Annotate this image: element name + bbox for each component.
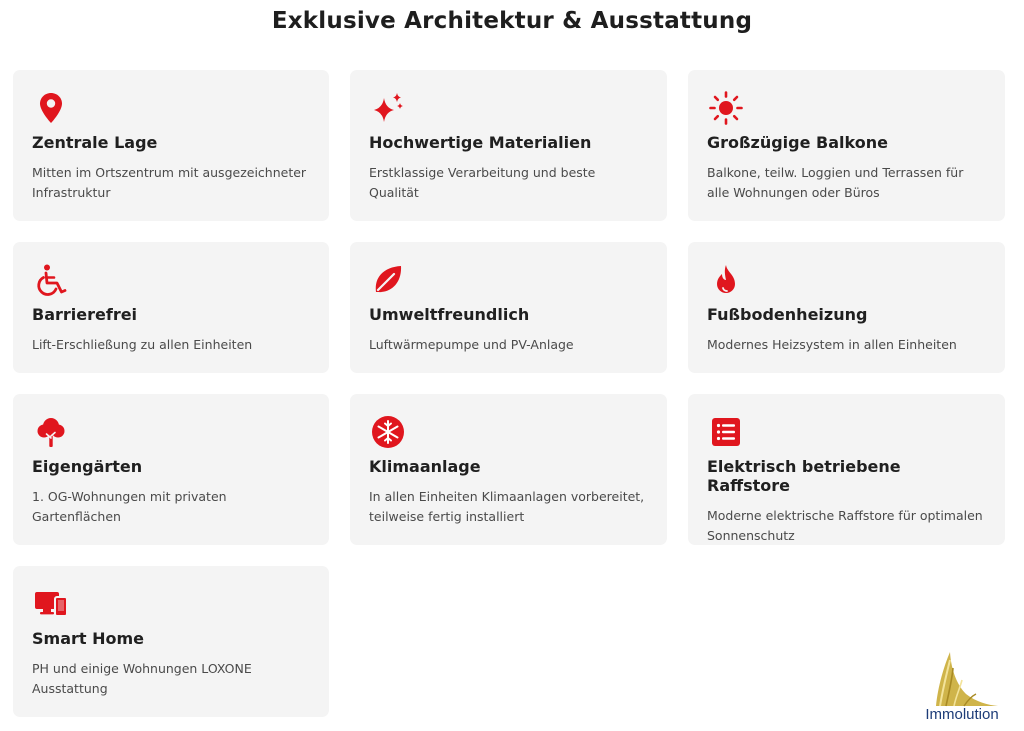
feature-description: Lift-Erschließung zu allen Einheiten bbox=[32, 337, 253, 352]
feature-card-raffstore bbox=[688, 394, 1005, 545]
feature-title: Fußbodenheizung bbox=[707, 305, 868, 324]
feature-title: Eigengärten bbox=[32, 457, 143, 476]
flame-icon bbox=[708, 262, 744, 298]
feature-card-eigengaerten bbox=[13, 394, 329, 545]
feature-card-hochwertige-materialien bbox=[350, 70, 667, 221]
feature-title: Smart Home bbox=[32, 629, 145, 648]
feature-title: Umweltfreundlich bbox=[369, 305, 530, 324]
feature-title: Barrierefrei bbox=[32, 305, 138, 324]
feature-card-klimaanlage bbox=[350, 394, 667, 545]
feature-description: Mitten im Ortszentrum mit ausgezeichneter Infrastruktur bbox=[32, 165, 307, 200]
feature-title: Großzügige Balkone bbox=[707, 133, 888, 152]
logo-text: Immolution bbox=[925, 706, 999, 723]
list-icon bbox=[708, 414, 744, 450]
tree-icon bbox=[33, 414, 69, 450]
feature-card-grosszuegige-balkone bbox=[688, 70, 1005, 221]
feature-description: Modernes Heizsystem in allen Einheiten bbox=[707, 337, 957, 352]
snowflake-icon bbox=[370, 414, 406, 450]
feature-description: Moderne elektrische Raffstore für optimalen Sonnenschutz bbox=[707, 508, 983, 543]
feature-description: Erstklassige Verarbeitung und beste Qualität bbox=[369, 165, 596, 200]
devices-icon bbox=[33, 586, 69, 622]
feature-description: In allen Einheiten Klimaanlagen vorbereitet, teilweise fertig installiert bbox=[369, 489, 645, 524]
feature-title: Zentrale Lage bbox=[32, 133, 158, 152]
feature-title: Elektrisch betriebene Raffstore bbox=[707, 457, 901, 495]
immolution-logo bbox=[916, 650, 1008, 726]
feature-description: Luftwärmepumpe und PV-Anlage bbox=[369, 337, 574, 352]
feature-card-fussbodenheizung bbox=[688, 242, 1005, 373]
leaf-icon bbox=[370, 262, 406, 298]
feature-grid bbox=[13, 70, 1005, 717]
feature-card-smart-home bbox=[13, 566, 329, 717]
feature-description: 1. OG-Wohnungen mit privaten Gartenflächen bbox=[32, 489, 227, 524]
feature-title: Hochwertige Materialien bbox=[369, 133, 592, 152]
feature-card-barrierefrei bbox=[13, 242, 329, 373]
location-pin-icon bbox=[33, 90, 69, 126]
feature-description: PH und einige Wohnungen LOXONE Ausstattung bbox=[32, 661, 252, 696]
sun-icon bbox=[708, 90, 744, 126]
page-title: Exklusive Architektur & Ausstattung bbox=[271, 8, 753, 34]
feature-title: Klimaanlage bbox=[369, 457, 481, 476]
wheelchair-icon bbox=[33, 262, 69, 298]
feature-card-zentrale-lage bbox=[13, 70, 329, 221]
feature-card-umweltfreundlich bbox=[350, 242, 667, 373]
feature-description: Balkone, teilw. Loggien und Terrassen für alle Wohnungen oder Büros bbox=[707, 165, 964, 200]
sparkles-icon bbox=[370, 90, 406, 126]
logo-swoosh-icon bbox=[916, 650, 1008, 708]
